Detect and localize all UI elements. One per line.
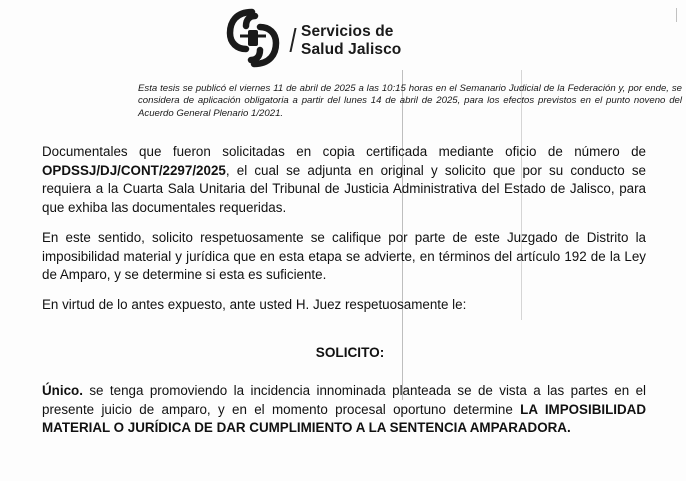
oficio-number: OPDSSJ/DJ/CONT/2297/2025	[42, 162, 226, 178]
logo-divider	[289, 28, 296, 52]
unico-lead: Único.	[42, 383, 83, 398]
p5-text: se tenga promoviendo la incidencia innominada planteada se de vista a las partes en el presente juicio de amparo, y en el momento procesal oportuno determine	[42, 383, 646, 417]
servicios-de-salud-jalisco-logo-icon	[222, 6, 284, 72]
org-name	[301, 23, 401, 59]
p1-end: , el cual se adjunta en original y solicito que por su conducto se requiera a la Cuarta Sala Unitaria del Tribunal de Justicia Administrativa del Estado de Jalisco, para que exhiba las documentales requeridas.	[42, 162, 646, 215]
p1-start: Documentales que fueron solicitadas en copia certificada mediante oficio de número de	[42, 144, 646, 159]
scan-corner-mark	[676, 8, 685, 22]
org-name-line1: Servicios de	[301, 23, 394, 40]
paragraph-documentales	[42, 143, 646, 217]
solicito-heading: SOLICITO:	[315, 345, 385, 360]
paragraph-unico	[42, 382, 646, 438]
publication-note: Esta tesis se publicó el viernes 11 de abril de 2025 a las 10:15 horas en el Semanario Judicial de la Federación y, por ende, se considera de aplicación obligatoria a partir del lunes 14 de abril de 2025, para los efectos previstos en el punto noveno del Acuerdo General Plenario 1/2021.	[138, 83, 682, 119]
paragraph-expuesto: En virtud de lo antes expuesto, ante usted H. Juez respetuosamente le:	[42, 297, 467, 312]
org-name-line2: Salud Jalisco	[301, 41, 402, 58]
p5-bold: LA IMPOSIBILIDAD MATERIAL O JURÍDICA DE DAR CUMPLIMIENTO A LA SENTENCIA AMPARADORA.	[42, 401, 646, 436]
paragraph-imposibilidad: En este sentido, solicito respetuosamente se califique por parte de este Juzgado de Distrito la imposibilidad material y jurídica que en esta etapa se advierte, en términos del artículo 192 de la Ley de Amparo, y se determine si esta es suficiente.	[42, 230, 646, 283]
